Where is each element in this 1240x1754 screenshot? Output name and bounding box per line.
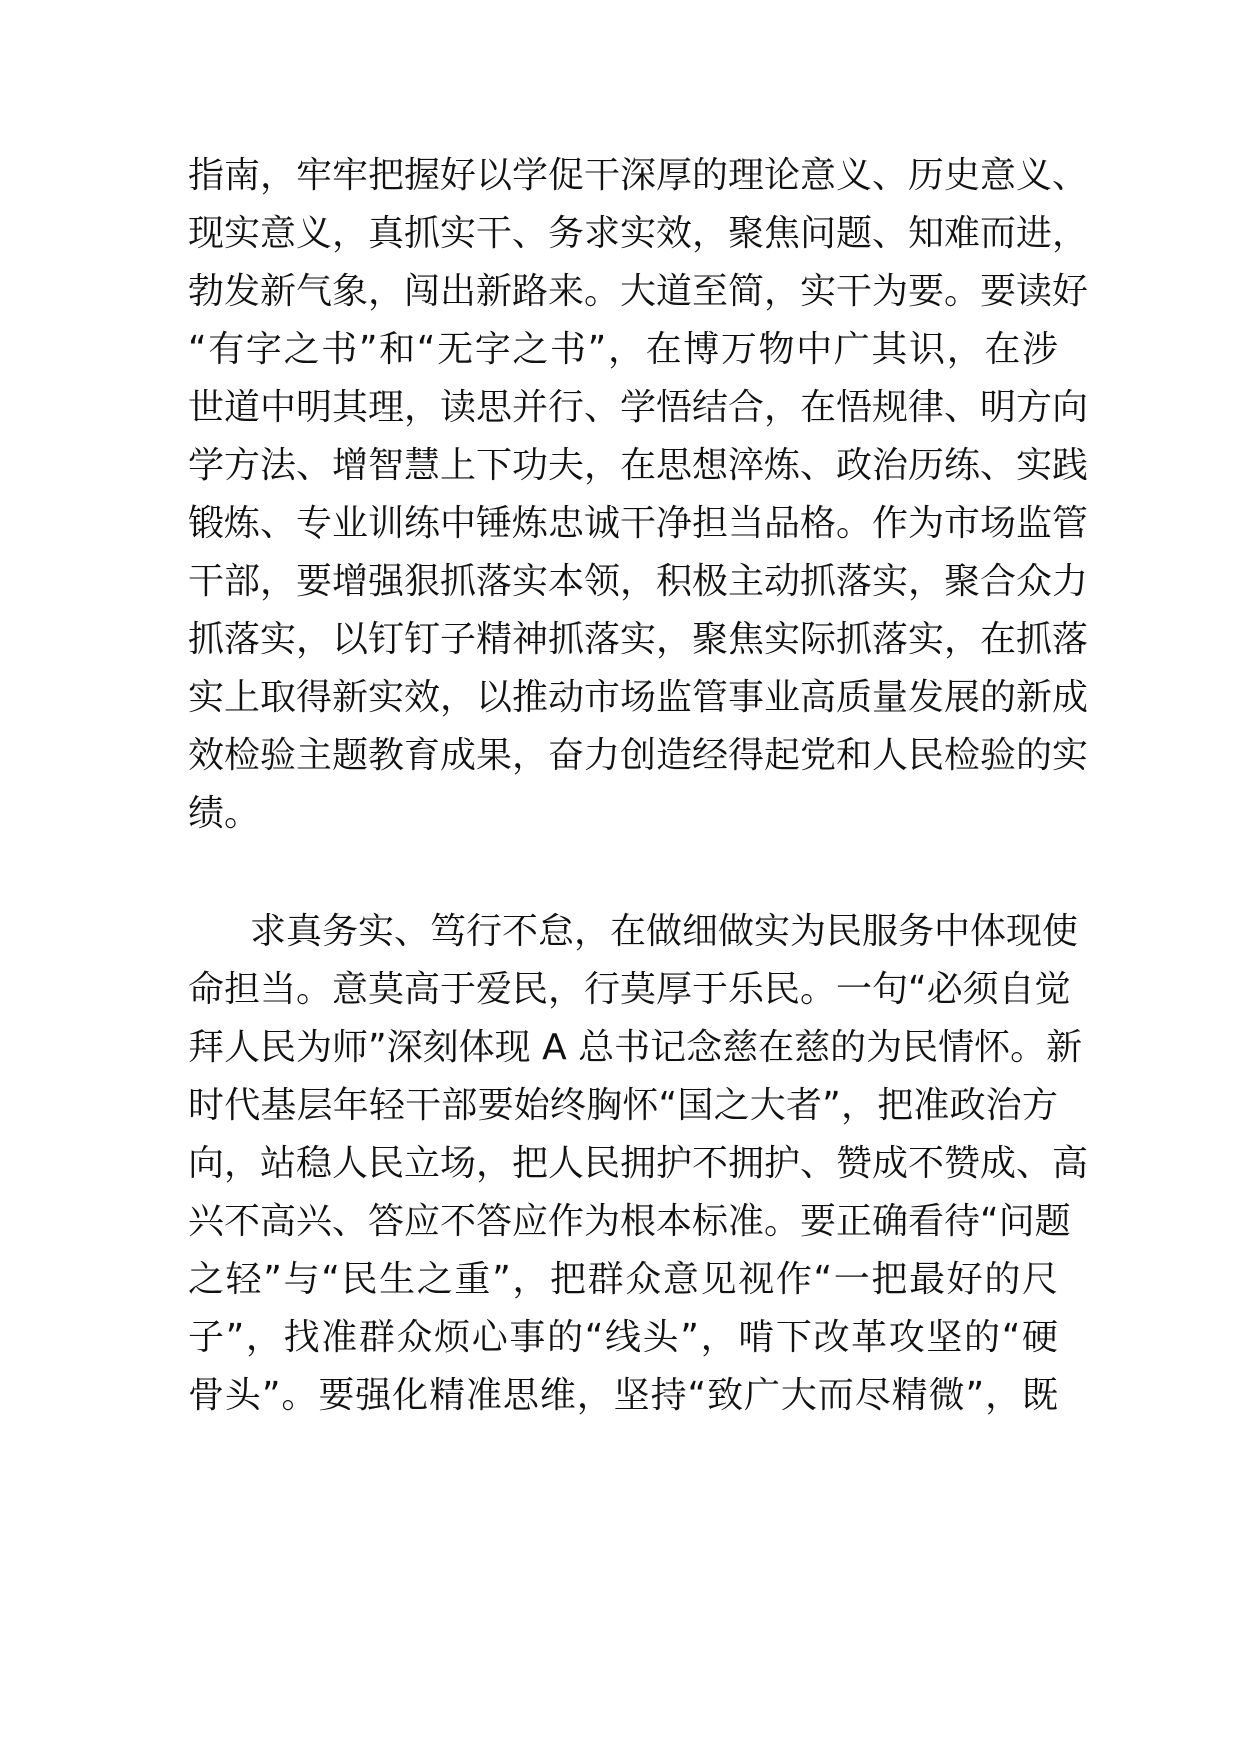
paragraph-2-line: 之轻”与“民生之重”，把群众意见视作“一把最好的尺 bbox=[188, 1259, 1058, 1300]
paragraph-2-line: 子”，找准群众烦心事的“线头”，啃下改革攻坚的“硬 bbox=[188, 1317, 1058, 1358]
paragraph-1-line: 干部，要增强狠抓落实本领，积极主动抓落实，聚合众力 bbox=[188, 561, 1089, 602]
paragraph-1-line: 实上取得新实效，以推动市场监管事业高质量发展的新成 bbox=[188, 677, 1089, 718]
paragraph-1-line: 世道中明其理，读思并行、学悟结合，在悟规律、明方向 bbox=[188, 387, 1089, 428]
paragraph-2-line: 骨头”。要强化精准思维，坚持“致广大而尽精微”，既 bbox=[188, 1375, 1058, 1416]
paragraph-1-line: 学方法、增智慧上下功夫，在思想淬炼、政治历练、实践 bbox=[188, 445, 1089, 486]
paragraph-2-line: 命担当。意莫高于爱民，行莫厚于乐民。一句“必须自觉 bbox=[188, 969, 1071, 1010]
paragraph-2-line: 时代基层年轻干部要始终胸怀“国之大者”，把准政治方 bbox=[188, 1085, 1058, 1126]
paragraph-1-line: 勃发新气象，闯出新路来。大道至简，实干为要。要读好 bbox=[188, 271, 1089, 312]
paragraph-2-line: 拜人民为师”深刻体现 A 总书记念慈在慈的为民情怀。新 bbox=[188, 1027, 1083, 1068]
paragraph-2-line: 求真务实、笃行不怠，在做细做实为民服务中体现使 bbox=[250, 911, 1079, 952]
paragraph-1-line: 指南，牢牢把握好以学促干深厚的理论意义、历史意义、 bbox=[188, 155, 1089, 196]
paragraph-1-line: 绩。 bbox=[188, 793, 261, 834]
paragraph-1-line: 效检验主题教育成果，奋力创造经得起党和人民检验的实 bbox=[188, 735, 1089, 776]
paragraph-1-line: “有字之书”和“无字之书”，在博万物中广其识，在涉 bbox=[188, 329, 1058, 370]
paragraph-1-line: 现实意义，真抓实干、务求实效，聚焦问题、知难而进， bbox=[188, 213, 1089, 254]
paragraph-2-line: 向，站稳人民立场，把人民拥护不拥护、赞成不赞成、高 bbox=[188, 1143, 1089, 1184]
paragraph-1-line: 抓落实，以钉钉子精神抓落实，聚焦实际抓落实，在抓落 bbox=[188, 619, 1089, 660]
paragraph-1-line: 锻炼、专业训练中锤炼忠诚干净担当品格。作为市场监管 bbox=[188, 503, 1089, 544]
paragraph-2-line: 兴不高兴、答应不答应作为根本标准。要正确看待“问题 bbox=[188, 1201, 1071, 1242]
